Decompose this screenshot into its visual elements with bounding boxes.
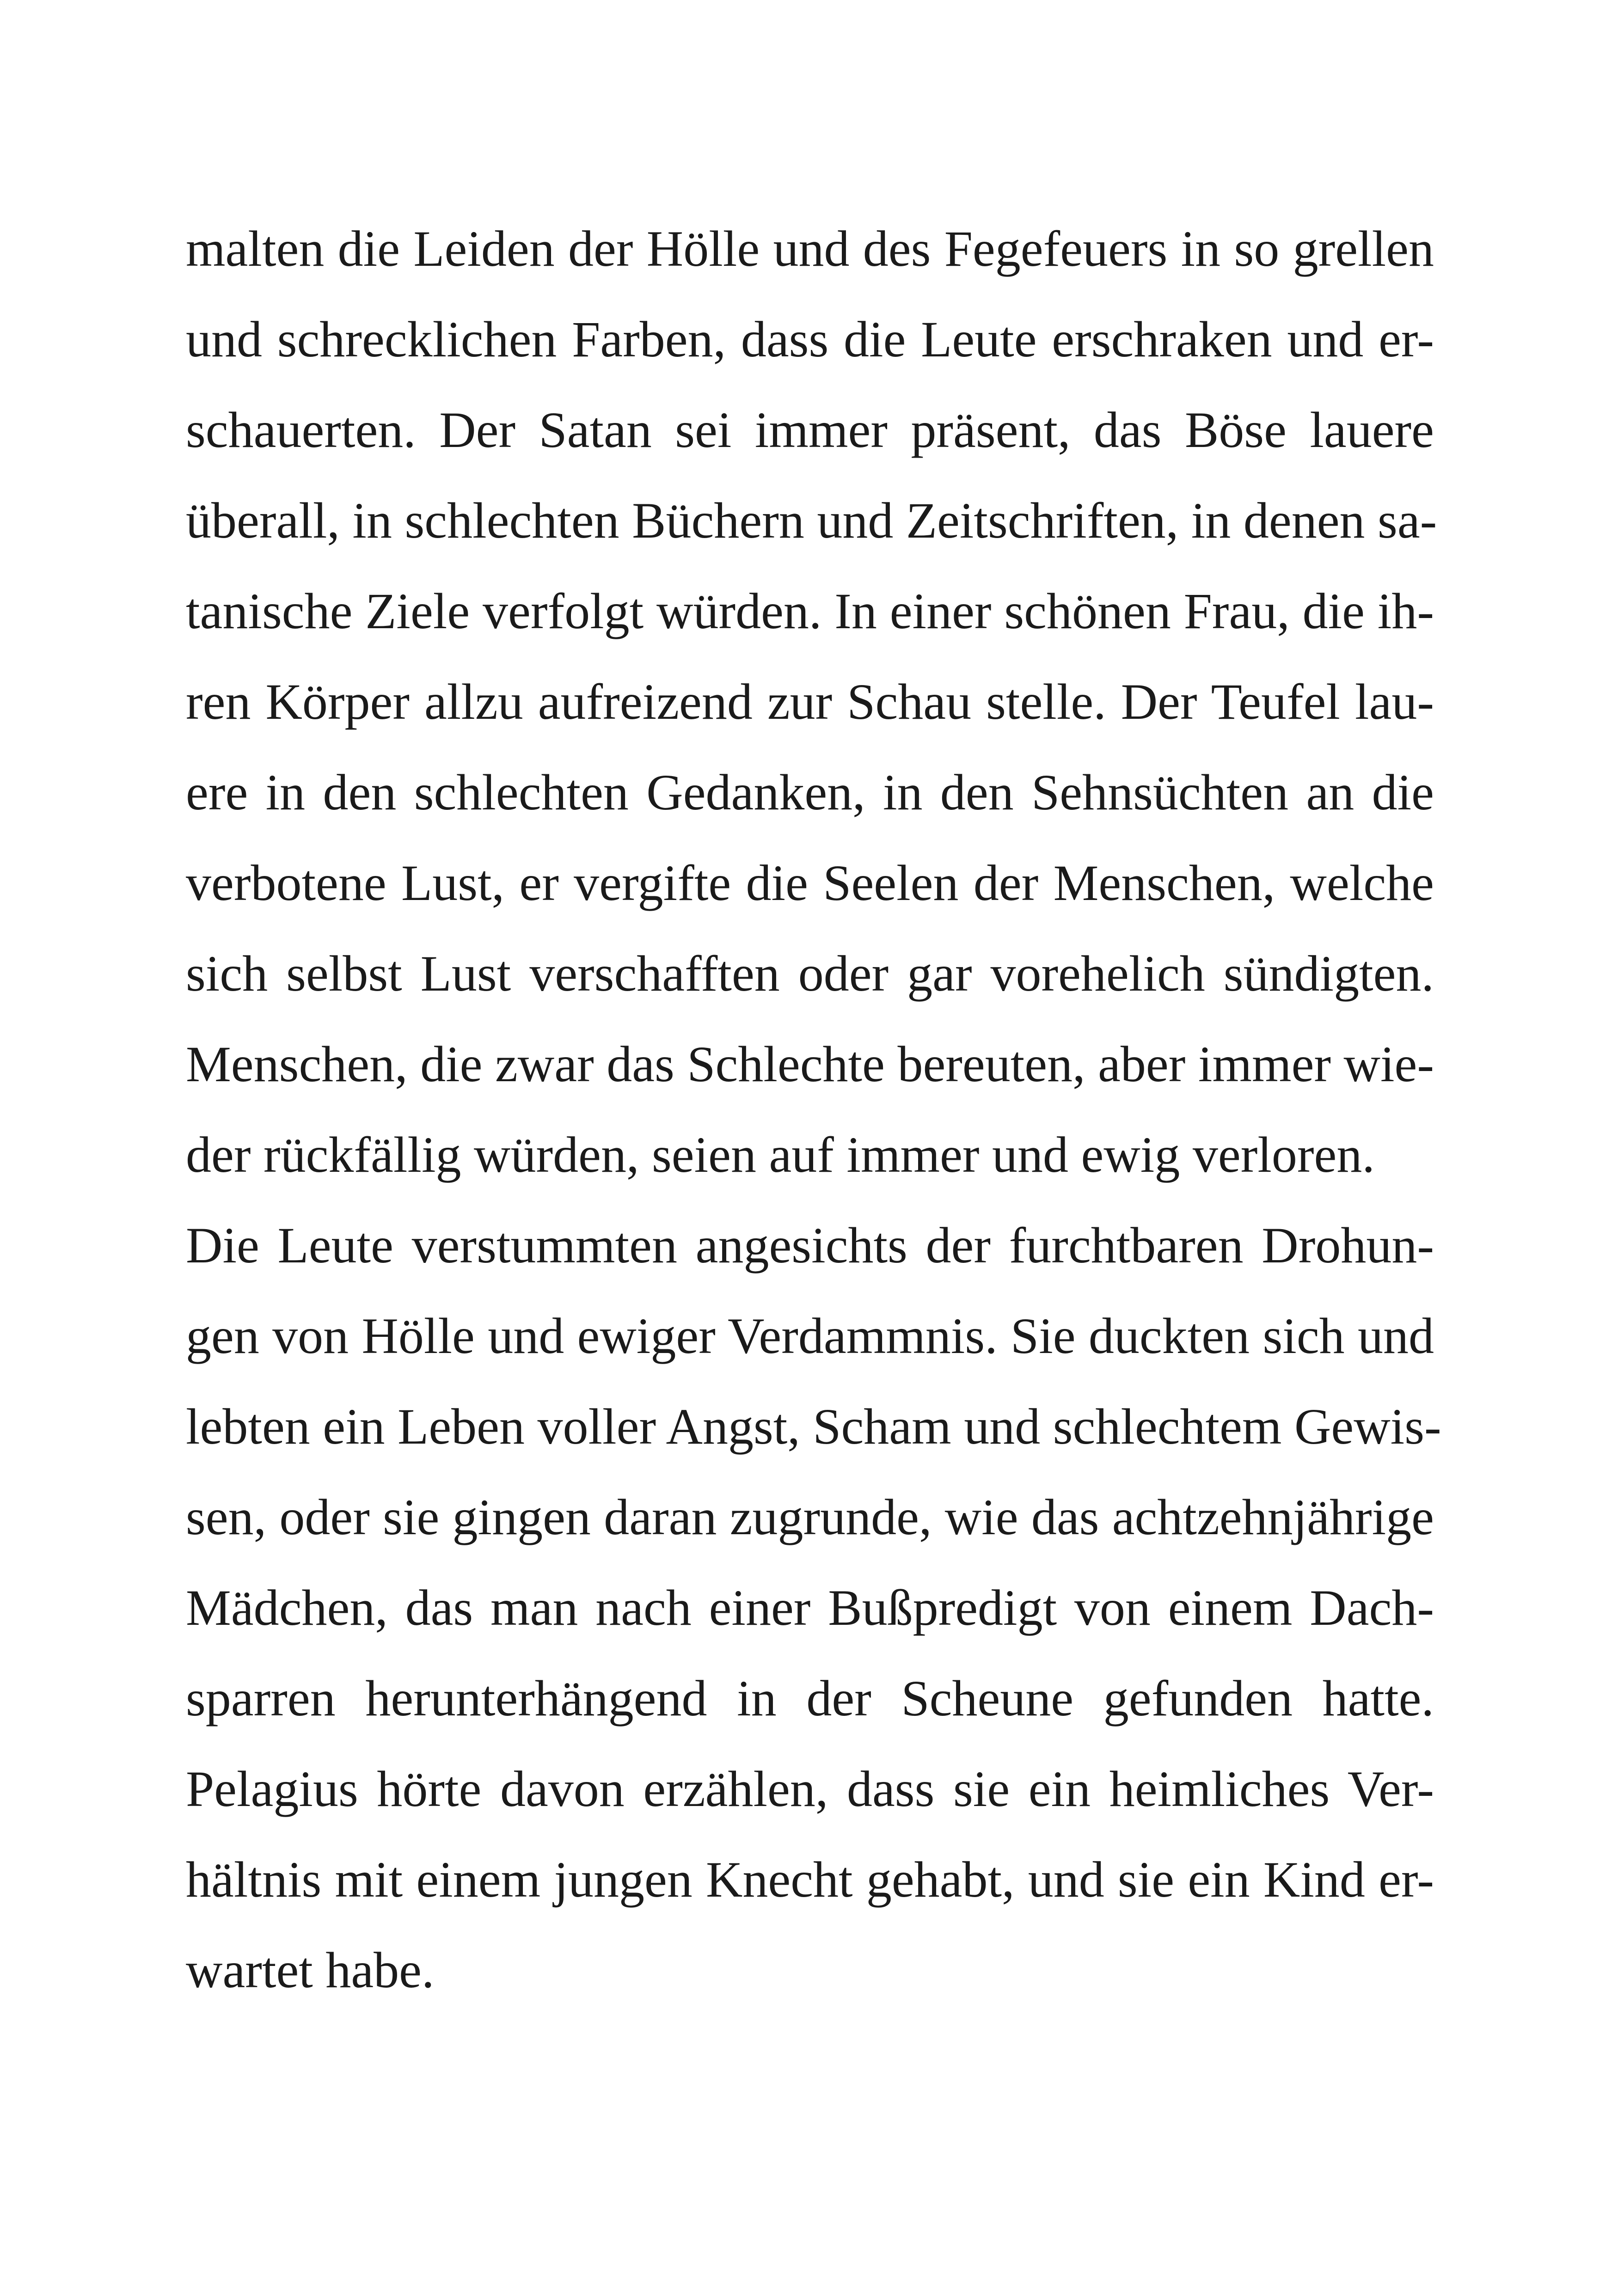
text-line: Menschen, die zwar das Schlechte bereuten, aber immer wie-	[186, 1036, 1434, 1092]
text-line: verbotene Lust, er vergifte die Seelen der Menschen, welche	[186, 855, 1434, 911]
text-line: sen, oder sie gingen daran zugrunde, wie das achtzehnjährige	[186, 1489, 1434, 1545]
text-line: lebten ein Leben voller Angst, Scham und schlechtem Gewis-	[186, 1398, 1441, 1455]
text-line: ren Körper allzu aufreizend zur Schau stelle. Der Teufel lau-	[186, 673, 1434, 730]
body-text	[186, 203, 1441, 2015]
text-line: hältnis mit einem jungen Knecht gehabt, und sie ein Kind er-	[186, 1851, 1434, 1908]
text-line: tanische Ziele verfolgt würden. In einer schönen Frau, die ih-	[186, 583, 1434, 639]
text-line: der rückfällig würden, seien auf immer und ewig verloren.	[186, 1127, 1375, 1183]
text-line: und schrecklichen Farben, dass die Leute erschraken und er-	[186, 311, 1434, 367]
text-line: Die Leute verstummten angesichts der furchtbaren Drohun-	[186, 1217, 1434, 1274]
text-line: ere in den schlechten Gedanken, in den Sehnsüchten an die	[186, 764, 1434, 820]
text-line: wartet habe.	[186, 1942, 435, 1998]
text-line: sich selbst Lust verschafften oder gar vorehelich sündigten.	[186, 945, 1434, 1002]
text-line: sparren herunterhängend in der Scheune gefunden hatte.	[186, 1670, 1434, 1727]
text-line: Mädchen, das man nach einer Bußpredigt von einem Dach-	[186, 1580, 1434, 1636]
text-line: gen von Hölle und ewiger Verdammnis. Sie duckten sich und	[186, 1308, 1434, 1364]
text-line: malten die Leiden der Hölle und des Fegefeuers in so grellen	[186, 220, 1434, 277]
text-line: überall, in schlechten Büchern und Zeitschriften, in denen sa-	[186, 492, 1437, 549]
text-line: schauerten. Der Satan sei immer präsent, das Böse lauere	[186, 402, 1434, 458]
text-line: Pelagius hörte davon erzählen, dass sie ein heimliches Ver-	[186, 1761, 1434, 1817]
